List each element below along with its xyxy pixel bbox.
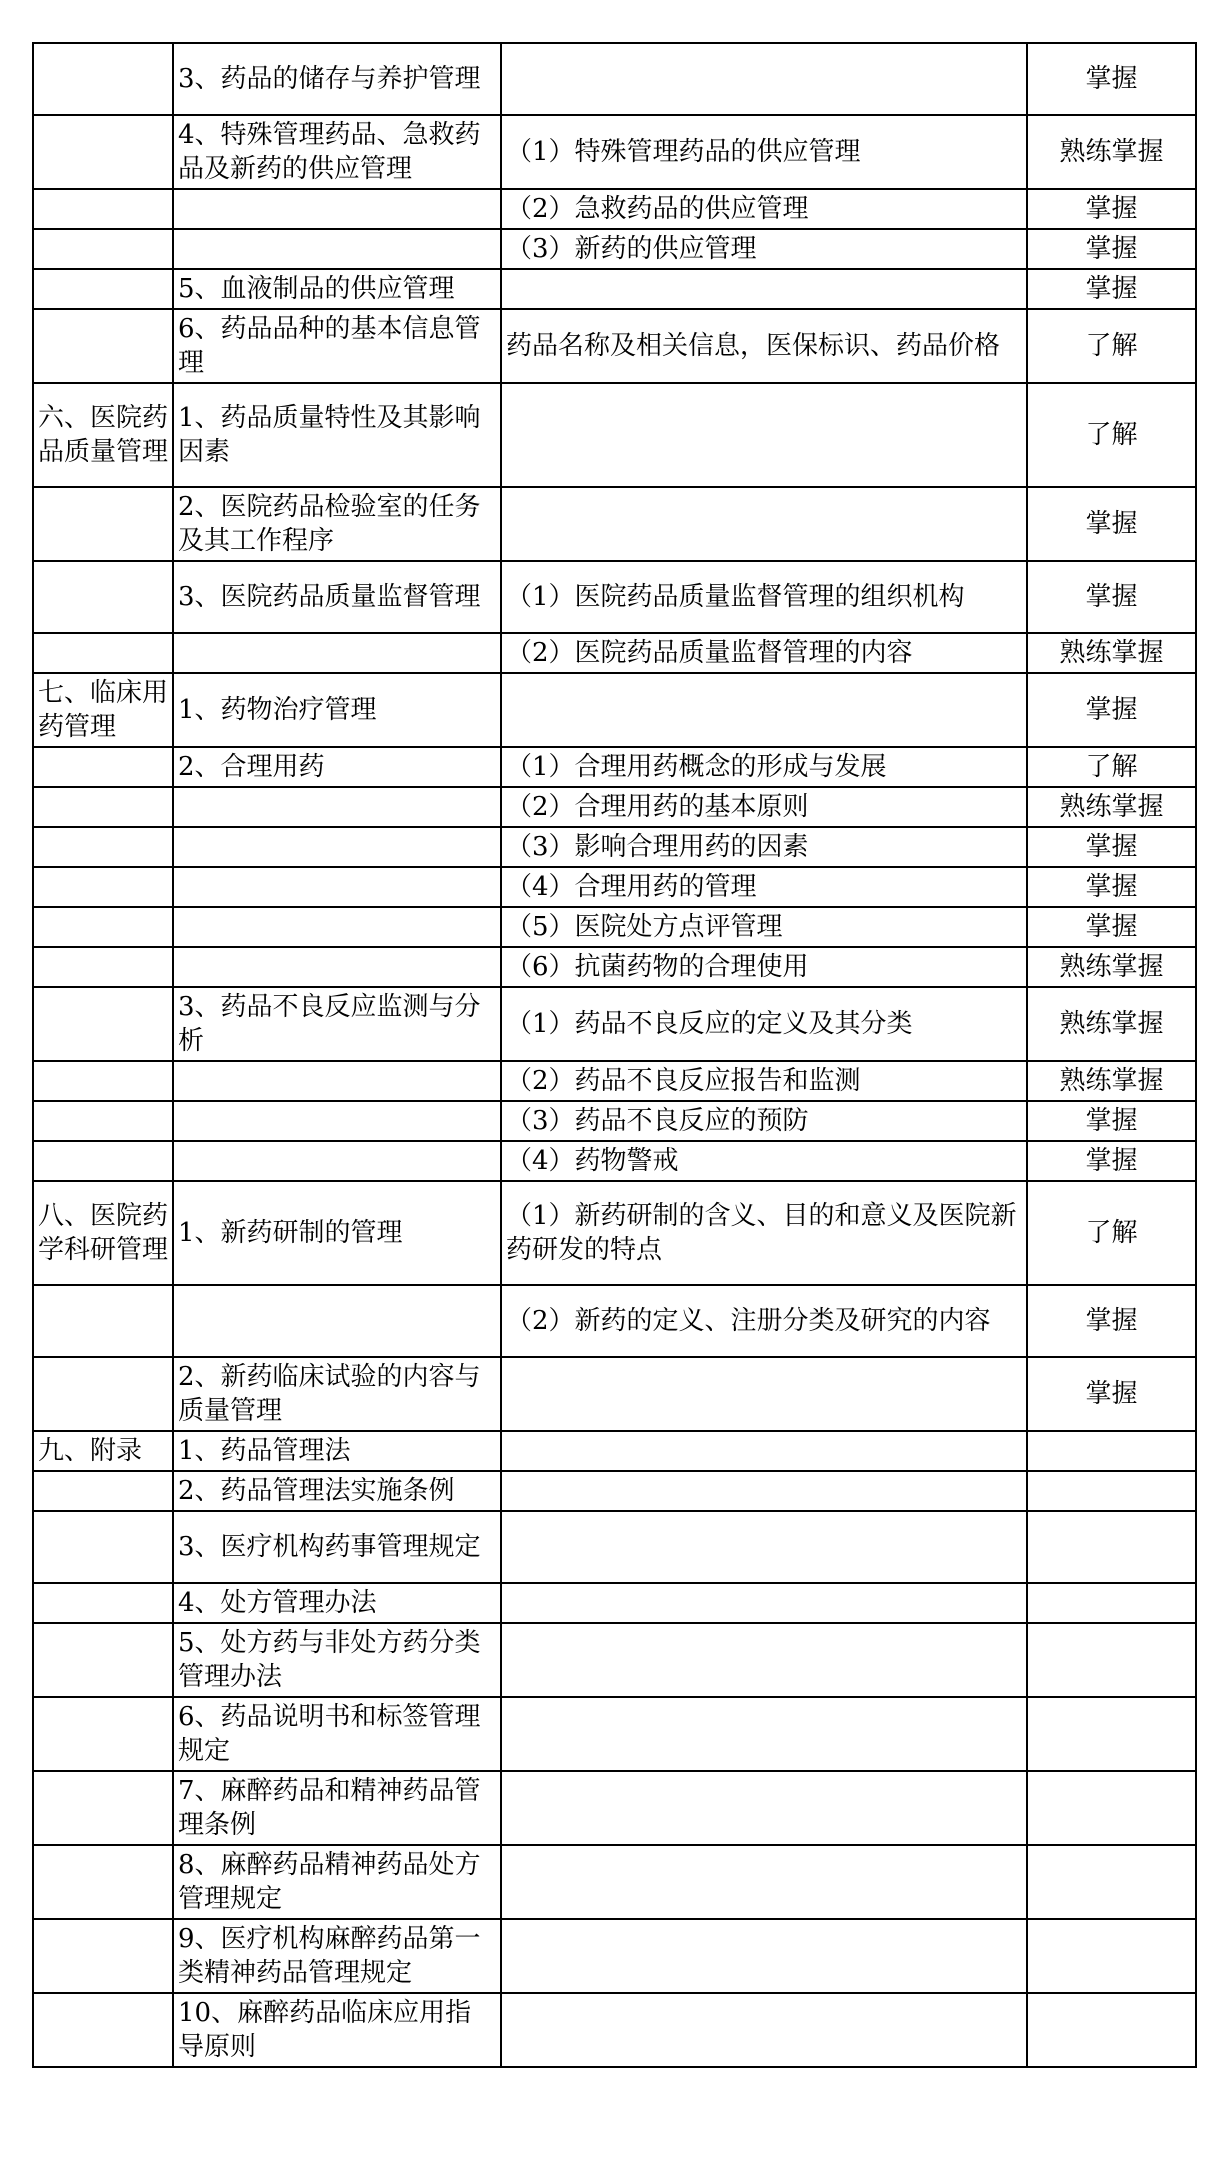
section-cell — [33, 1623, 173, 1697]
table-row — [33, 189, 1196, 229]
content-cell — [501, 1623, 1027, 1697]
requirement-cell: 掌握 — [1027, 827, 1196, 867]
content-cell — [501, 1357, 1027, 1431]
unit-cell: 1、新药研制的管理 — [173, 1181, 501, 1285]
section-cell — [33, 907, 173, 947]
table-row — [33, 1471, 1196, 1511]
section-cell — [33, 1285, 173, 1357]
section-cell — [33, 1101, 173, 1141]
section-cell — [33, 189, 173, 229]
table-row — [33, 1697, 1196, 1771]
requirement-cell — [1027, 1471, 1196, 1511]
requirement-cell: 掌握 — [1027, 1141, 1196, 1181]
unit-cell: 10、麻醉药品临床应用指导原则 — [173, 1993, 501, 2067]
unit-cell: 3、医院药品质量监督管理 — [173, 561, 501, 633]
requirement-cell: 了解 — [1027, 1181, 1196, 1285]
table-row — [33, 907, 1196, 947]
section-cell — [33, 827, 173, 867]
table-row — [33, 1357, 1196, 1431]
unit-cell: 2、新药临床试验的内容与质量管理 — [173, 1357, 501, 1431]
table-row — [33, 229, 1196, 269]
requirement-cell: 掌握 — [1027, 1357, 1196, 1431]
requirement-cell: 熟练掌握 — [1027, 987, 1196, 1061]
section-cell: 八、医院药学科研管理 — [33, 1181, 173, 1285]
table-row — [33, 1285, 1196, 1357]
requirement-cell — [1027, 1771, 1196, 1845]
table-row — [33, 673, 1196, 747]
content-cell: （2）新药的定义、注册分类及研究的内容 — [501, 1285, 1027, 1357]
table-row — [33, 1993, 1196, 2067]
unit-cell — [173, 633, 501, 673]
requirement-cell: 了解 — [1027, 747, 1196, 787]
content-cell: （1）合理用药概念的形成与发展 — [501, 747, 1027, 787]
unit-cell: 1、药物治疗管理 — [173, 673, 501, 747]
table-row — [33, 827, 1196, 867]
content-cell: （2）急救药品的供应管理 — [501, 189, 1027, 229]
requirement-cell: 熟练掌握 — [1027, 633, 1196, 673]
section-cell — [33, 487, 173, 561]
unit-cell: 3、药品的储存与养护管理 — [173, 43, 501, 115]
table-row — [33, 1181, 1196, 1285]
requirement-cell: 熟练掌握 — [1027, 1061, 1196, 1101]
requirement-cell: 熟练掌握 — [1027, 787, 1196, 827]
unit-cell — [173, 787, 501, 827]
section-cell — [33, 269, 173, 309]
table-row — [33, 1919, 1196, 1993]
section-cell: 九、附录 — [33, 1431, 173, 1471]
content-cell: （2）药品不良反应报告和监测 — [501, 1061, 1027, 1101]
unit-cell: 2、合理用药 — [173, 747, 501, 787]
content-cell: （2）医院药品质量监督管理的内容 — [501, 633, 1027, 673]
table-row — [33, 383, 1196, 487]
content-cell: 药品名称及相关信息，医保标识、药品价格 — [501, 309, 1027, 383]
table-row — [33, 1141, 1196, 1181]
section-cell — [33, 1471, 173, 1511]
content-cell: （4）药物警戒 — [501, 1141, 1027, 1181]
unit-cell: 4、处方管理办法 — [173, 1583, 501, 1623]
table-row — [33, 633, 1196, 673]
table-row — [33, 1845, 1196, 1919]
unit-cell: 9、医疗机构麻醉药品第一类精神药品管理规定 — [173, 1919, 501, 1993]
unit-cell — [173, 947, 501, 987]
requirement-cell — [1027, 1623, 1196, 1697]
unit-cell: 4、特殊管理药品、急救药品及新药的供应管理 — [173, 115, 501, 189]
requirement-cell: 掌握 — [1027, 867, 1196, 907]
unit-cell — [173, 1285, 501, 1357]
section-cell — [33, 115, 173, 189]
section-cell: 七、临床用药管理 — [33, 673, 173, 747]
unit-cell: 2、药品管理法实施条例 — [173, 1471, 501, 1511]
section-cell — [33, 1357, 173, 1431]
unit-cell — [173, 1101, 501, 1141]
content-cell — [501, 269, 1027, 309]
content-cell — [501, 1845, 1027, 1919]
section-cell — [33, 1771, 173, 1845]
section-cell — [33, 43, 173, 115]
unit-cell — [173, 1061, 501, 1101]
section-cell — [33, 987, 173, 1061]
unit-cell — [173, 189, 501, 229]
unit-cell: 1、药品质量特性及其影响因素 — [173, 383, 501, 487]
requirement-cell — [1027, 1993, 1196, 2067]
section-cell — [33, 787, 173, 827]
content-cell: （2）合理用药的基本原则 — [501, 787, 1027, 827]
requirement-cell — [1027, 1511, 1196, 1583]
unit-cell: 8、麻醉药品精神药品处方管理规定 — [173, 1845, 501, 1919]
section-cell — [33, 1919, 173, 1993]
table-row — [33, 43, 1196, 115]
requirement-cell: 掌握 — [1027, 1285, 1196, 1357]
section-cell — [33, 229, 173, 269]
content-cell — [501, 1471, 1027, 1511]
unit-cell: 5、处方药与非处方药分类管理办法 — [173, 1623, 501, 1697]
requirement-cell: 掌握 — [1027, 487, 1196, 561]
requirement-cell — [1027, 1697, 1196, 1771]
table-row — [33, 1583, 1196, 1623]
content-cell: （4）合理用药的管理 — [501, 867, 1027, 907]
table-row — [33, 947, 1196, 987]
table-row — [33, 1623, 1196, 1697]
content-cell — [501, 1697, 1027, 1771]
content-cell — [501, 1431, 1027, 1471]
section-cell — [33, 309, 173, 383]
section-cell — [33, 1141, 173, 1181]
content-cell — [501, 487, 1027, 561]
table-row — [33, 1511, 1196, 1583]
unit-cell: 1、药品管理法 — [173, 1431, 501, 1471]
requirement-cell: 掌握 — [1027, 907, 1196, 947]
content-cell — [501, 1771, 1027, 1845]
content-cell: （3）新药的供应管理 — [501, 229, 1027, 269]
requirement-cell: 掌握 — [1027, 1101, 1196, 1141]
unit-cell: 3、医疗机构药事管理规定 — [173, 1511, 501, 1583]
content-cell: （1）药品不良反应的定义及其分类 — [501, 987, 1027, 1061]
section-cell — [33, 1583, 173, 1623]
content-cell: （3）影响合理用药的因素 — [501, 827, 1027, 867]
content-cell: （5）医院处方点评管理 — [501, 907, 1027, 947]
table-row — [33, 1431, 1196, 1471]
requirement-cell: 熟练掌握 — [1027, 115, 1196, 189]
unit-cell — [173, 867, 501, 907]
content-cell: （6）抗菌药物的合理使用 — [501, 947, 1027, 987]
requirement-cell — [1027, 1919, 1196, 1993]
requirement-cell: 了解 — [1027, 383, 1196, 487]
requirement-cell: 掌握 — [1027, 189, 1196, 229]
table-row — [33, 309, 1196, 383]
table-row — [33, 1061, 1196, 1101]
content-cell — [501, 1919, 1027, 1993]
section-cell — [33, 1845, 173, 1919]
content-cell — [501, 1511, 1027, 1583]
content-cell: （1）医院药品质量监督管理的组织机构 — [501, 561, 1027, 633]
requirement-cell: 掌握 — [1027, 673, 1196, 747]
section-cell — [33, 1993, 173, 2067]
unit-cell: 5、血液制品的供应管理 — [173, 269, 501, 309]
table-row — [33, 115, 1196, 189]
unit-cell — [173, 827, 501, 867]
unit-cell — [173, 229, 501, 269]
requirement-cell: 掌握 — [1027, 561, 1196, 633]
section-cell: 六、医院药品质量管理 — [33, 383, 173, 487]
section-cell — [33, 561, 173, 633]
table-row — [33, 1101, 1196, 1141]
syllabus-table — [32, 42, 1197, 2068]
section-cell — [33, 747, 173, 787]
section-cell — [33, 947, 173, 987]
content-cell: （1）新药研制的含义、目的和意义及医院新药研发的特点 — [501, 1181, 1027, 1285]
requirement-cell: 掌握 — [1027, 43, 1196, 115]
section-cell — [33, 867, 173, 907]
content-cell: （1）特殊管理药品的供应管理 — [501, 115, 1027, 189]
section-cell — [33, 1511, 173, 1583]
requirement-cell: 了解 — [1027, 309, 1196, 383]
unit-cell — [173, 1141, 501, 1181]
requirement-cell — [1027, 1431, 1196, 1471]
table-row — [33, 1771, 1196, 1845]
syllabus-table-body — [33, 43, 1196, 2067]
content-cell — [501, 673, 1027, 747]
unit-cell: 7、麻醉药品和精神药品管理条例 — [173, 1771, 501, 1845]
content-cell — [501, 383, 1027, 487]
unit-cell — [173, 907, 501, 947]
table-row — [33, 487, 1196, 561]
requirement-cell: 掌握 — [1027, 229, 1196, 269]
content-cell: （3）药品不良反应的预防 — [501, 1101, 1027, 1141]
table-row — [33, 987, 1196, 1061]
content-cell — [501, 1993, 1027, 2067]
section-cell — [33, 633, 173, 673]
content-cell — [501, 1583, 1027, 1623]
unit-cell: 3、药品不良反应监测与分析 — [173, 987, 501, 1061]
section-cell — [33, 1061, 173, 1101]
unit-cell: 6、药品品种的基本信息管理 — [173, 309, 501, 383]
table-row — [33, 561, 1196, 633]
table-row — [33, 867, 1196, 907]
requirement-cell: 熟练掌握 — [1027, 947, 1196, 987]
unit-cell: 6、药品说明书和标签管理规定 — [173, 1697, 501, 1771]
requirement-cell — [1027, 1583, 1196, 1623]
content-cell — [501, 43, 1027, 115]
unit-cell: 2、医院药品检验室的任务及其工作程序 — [173, 487, 501, 561]
section-cell — [33, 1697, 173, 1771]
table-row — [33, 269, 1196, 309]
requirement-cell — [1027, 1845, 1196, 1919]
table-row — [33, 787, 1196, 827]
requirement-cell: 掌握 — [1027, 269, 1196, 309]
table-row — [33, 747, 1196, 787]
